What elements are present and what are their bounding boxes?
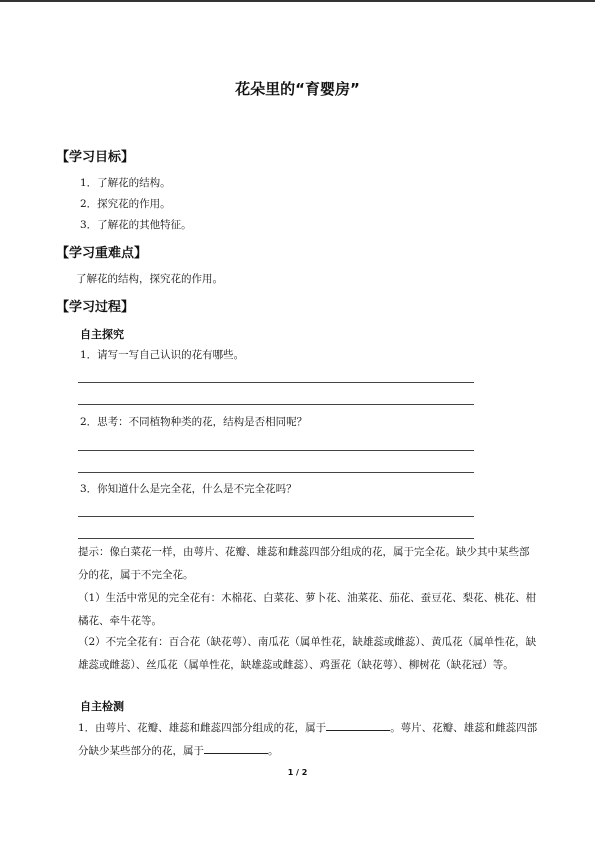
process-heading: 【学习过程】 [56,300,135,315]
check-q1-part3: 。 [268,745,279,757]
answer-line[interactable] [78,472,474,473]
goals-heading: 【学习目标】 [56,150,135,165]
page-number: 1 / 2 [287,768,308,777]
check-heading: 自主检测 [80,700,124,713]
goal-item-3: 3．了解花的其他特征。 [80,219,192,231]
question-1: 1．请写一写自己认识的花有哪些。 [80,349,245,361]
answer-line[interactable] [78,382,474,383]
answer-line[interactable] [78,516,474,517]
question-3: 3．你知道什么是完全花，什么是不完全花吗？ [80,483,297,495]
fill-blank-1[interactable] [326,720,390,731]
top-border [0,0,595,2]
incomplete-flowers-paragraph [56,631,538,677]
key-points-text: 了解花的结构，探究花的作用。 [76,273,223,285]
goal-item-1: 1．了解花的结构。 [80,177,171,189]
answer-line[interactable] [78,450,474,451]
complete-flowers-paragraph [56,587,538,633]
hint-paragraph [56,541,538,587]
check-question-1 [56,717,538,763]
page-title: 花朵里的“育婴房” [235,80,360,98]
check-q1-part2: 。萼片、花瓣、雄蕊和雌蕊四部分缺少某些部分的花，属于 [78,722,538,757]
key-points-heading: 【学习重难点】 [56,246,148,261]
complete-flowers-text: （1）生活中常见的完全花有：木棉花、白菜花、萝卜花、油菜花、茄花、蚕豆花、梨花、桃花、柑橘花、牵牛花等。 [78,592,537,627]
answer-line[interactable] [78,538,474,539]
goal-item-2: 2．探究花的作用。 [80,198,171,210]
fill-blank-2[interactable] [204,743,268,754]
check-q1-part1: 1．由萼片、花瓣、雄蕊和雌蕊四部分组成的花，属于 [78,722,327,734]
question-2: 2．思考：不同植物种类的花，结构是否相同呢？ [80,416,308,428]
answer-line[interactable] [78,404,474,405]
explore-heading: 自主探究 [80,328,124,341]
hint-text: 提示：像白菜花一样，由萼片、花瓣、雄蕊和雌蕊四部分组成的花，属于完全花。缺少其中某些部分的花，属于不完全花。 [78,546,530,581]
incomplete-flowers-text: （2）不完全花有：百合花（缺花萼）、南瓜花（属单性花，缺雄蕊或雌蕊）、黄瓜花（属单性花，缺雄蕊或雌蕊）、丝瓜花（属单性花，缺雄蕊或雌蕊）、鸡蛋花（缺花萼）、柳树花（缺花冠）等。 [78,636,537,671]
